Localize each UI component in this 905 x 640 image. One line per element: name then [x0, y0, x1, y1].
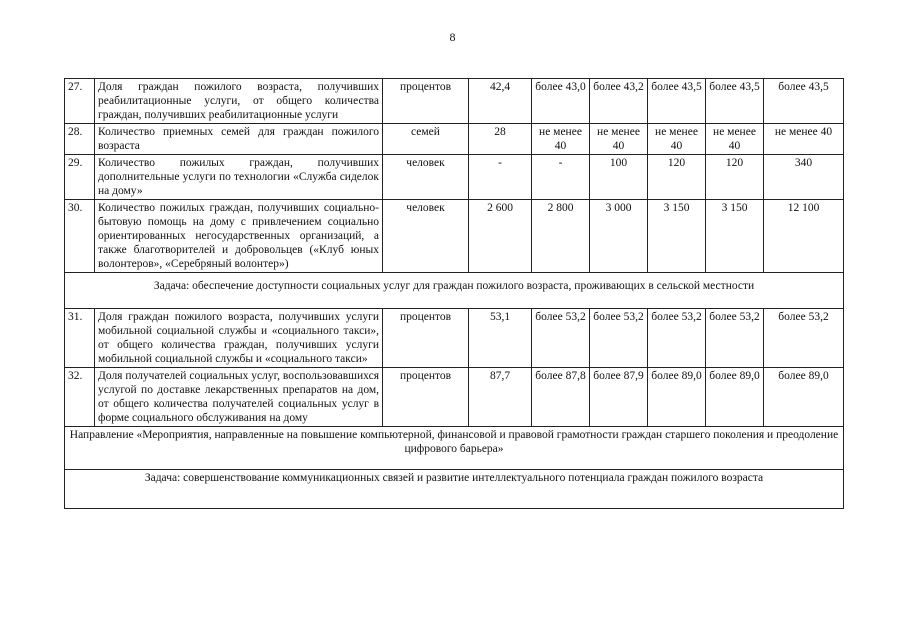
indicator-name: Количество пожилых граждан, получивших дополнительные услуги по технологии «Служба сиделок на дому»	[95, 155, 383, 200]
table-body-lower	[65, 309, 844, 427]
table-row	[65, 309, 844, 368]
value-cell: более 89,0	[764, 368, 844, 427]
indicator-name: Доля граждан пожилого возраста, получивших услуги мобильной социальной службы и «социального такси», от общего количества граждан, получивших услуги мобильной социальной службы и «социального такси»	[95, 309, 383, 368]
unit-cell: человек	[383, 200, 469, 273]
value-cell: не менее 40	[532, 124, 590, 155]
value-cell: более 87,8	[532, 368, 590, 427]
value-cell: более 53,2	[532, 309, 590, 368]
value-cell: 2 800	[532, 200, 590, 273]
row-number: 27.	[65, 79, 95, 124]
unit-cell: процентов	[383, 79, 469, 124]
unit-cell: процентов	[383, 309, 469, 368]
row-number: 31.	[65, 309, 95, 368]
indicator-name: Доля граждан пожилого возраста, получивших реабилитационные услуги, от общего количества граждан, получивших реабилитационные услуги	[95, 79, 383, 124]
value-cell: более 53,2	[764, 309, 844, 368]
value-cell: не менее 40	[706, 124, 764, 155]
value-cell: более 43,0	[532, 79, 590, 124]
table-row	[65, 200, 844, 273]
indicators-table	[64, 78, 844, 509]
value-cell: более 89,0	[706, 368, 764, 427]
row-number: 29.	[65, 155, 95, 200]
value-cell: 53,1	[469, 309, 532, 368]
direction-heading: Направление «Мероприятия, направленные на повышение компьютерной, финансовой и правовой грамотности граждан старшего поколения и преодоление цифрового барьера»	[65, 427, 844, 470]
indicator-name: Количество пожилых граждан, получивших социально-бытовую помощь на дому с привлечением социально ориентированных негосударственных организаций, а также благотворителей и добровольцев («Клуб юных волонтеров», «Серебряный волонтер»)	[95, 200, 383, 273]
value-cell: 12 100	[764, 200, 844, 273]
table-body-task-rural	[65, 273, 844, 309]
row-number: 32.	[65, 368, 95, 427]
value-cell: -	[469, 155, 532, 200]
value-cell: не менее 40	[648, 124, 706, 155]
value-cell: не менее 40	[764, 124, 844, 155]
task-communication: Задача: совершенствование коммуникационных связей и развитие интеллектуального потенциала граждан пожилого возраста	[65, 470, 844, 509]
unit-cell: человек	[383, 155, 469, 200]
value-cell: 120	[648, 155, 706, 200]
value-cell: 42,4	[469, 79, 532, 124]
value-cell: более 87,9	[590, 368, 648, 427]
page-number: 8	[449, 30, 456, 44]
value-cell: 3 000	[590, 200, 648, 273]
unit-cell: процентов	[383, 368, 469, 427]
task-rural: Задача: обеспечение доступности социальных услуг для граждан пожилого возраста, проживающих в сельской местности	[65, 273, 844, 309]
value-cell: -	[532, 155, 590, 200]
value-cell: более 53,2	[706, 309, 764, 368]
row-number: 30.	[65, 200, 95, 273]
value-cell: более 43,5	[648, 79, 706, 124]
value-cell: более 43,5	[764, 79, 844, 124]
table-row	[65, 124, 844, 155]
value-cell: 3 150	[706, 200, 764, 273]
table-body-upper	[65, 79, 844, 273]
indicator-name: Доля получателей социальных услуг, воспользовавшихся услугой по доставке лекарственных препаратов на дом, от общего количества получателей социальных услуг в форме социального обслуживания на дому	[95, 368, 383, 427]
value-cell: 120	[706, 155, 764, 200]
value-cell: 100	[590, 155, 648, 200]
table-row	[65, 368, 844, 427]
value-cell: 2 600	[469, 200, 532, 273]
value-cell: более 43,5	[706, 79, 764, 124]
value-cell: более 53,2	[648, 309, 706, 368]
row-number: 28.	[65, 124, 95, 155]
value-cell: 87,7	[469, 368, 532, 427]
unit-cell: семей	[383, 124, 469, 155]
indicator-name: Количество приемных семей для граждан пожилого возраста	[95, 124, 383, 155]
value-cell: более 43,2	[590, 79, 648, 124]
value-cell: 3 150	[648, 200, 706, 273]
table-row	[65, 155, 844, 200]
value-cell: более 89,0	[648, 368, 706, 427]
value-cell: 28	[469, 124, 532, 155]
table-body-direction	[65, 427, 844, 509]
value-cell: более 53,2	[590, 309, 648, 368]
value-cell: 340	[764, 155, 844, 200]
value-cell: не менее 40	[590, 124, 648, 155]
table-row	[65, 79, 844, 124]
